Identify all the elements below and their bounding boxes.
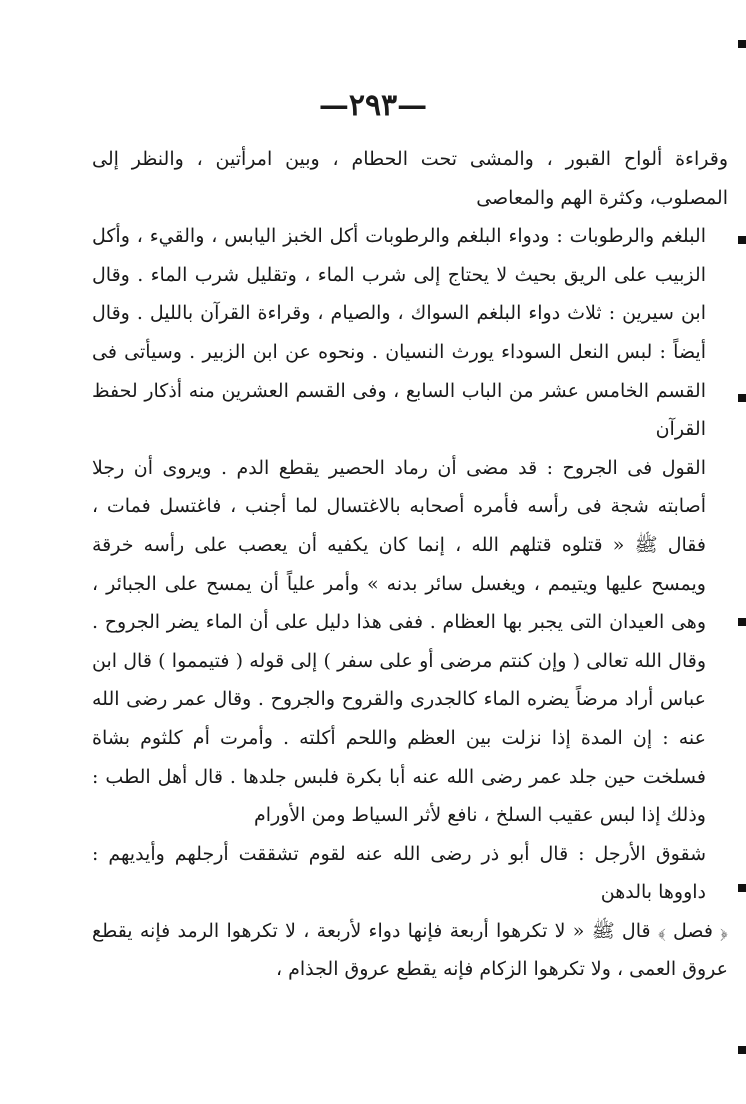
paragraph-phlegm: البلغم والرطوبات : ودواء البلغم والرطوبات أكل الخبز اليابس ، والقيء ، وأكل الزبيب على الريق بحيث لا يحتاج إلى شرب الماء ، وتقليل شرب الماء . وقال ابن سيرين : ثلاث دواء البلغم السواك ، والصيام ، وقراءة القرآن بالليل . وقال أيضاً : لبس النعل السوداء يورث النسيان . ونحوه عن ابن الزبير . وسيأتى فى القسم الخامس عشر من الباب السابع ، وفى القسم العشرين منه أذكار لحفظ القرآن xyxy=(92,225,706,441)
margin-mark xyxy=(738,884,746,892)
paragraph-graves: وقراءة ألواح القبور ، والمشى تحت الحطام ، وبين امرأتين ، والنظر إلى المصلوب، وكثرة الهم والمعاصى xyxy=(92,148,728,209)
margin-mark xyxy=(738,236,746,244)
paragraph-section: ﴿ فصل ﴾ قال ﷺ « لا تكرهوا أربعة فإنها دواء لأربعة ، لا تكرهوا الرمد فإنه يقطع عروق العمى ، ولا تكرهوا الزكام فإنه يقطع عروق الجذام ، xyxy=(92,919,728,981)
margin-mark xyxy=(738,618,746,626)
paragraph-cracked-feet: شقوق الأرجل : قال أبو ذر رضى الله عنه لقوم تشققت أرجلهم وأيديهم : داووها بالدهن xyxy=(92,842,706,904)
margin-mark xyxy=(738,394,746,402)
margin-mark xyxy=(738,40,746,48)
page-number: —٢٩٣— xyxy=(318,88,428,123)
body-text xyxy=(92,140,728,989)
margin-mark xyxy=(738,1046,746,1054)
paragraph-wounds: القول فى الجروح : قد مضى أن رماد الحصير يقطع الدم . ويروى أن رجلا أصابته شجة فى رأسه فأمره أصحابه بالاغتسال لما أجنب ، فاغتسل فمات ، فقال ﷺ « قتلوه قتلهم الله ، إنما كان يكفيه أن يعصب على رأسه خرقة ويمسح عليها ويتيمم ، ويغسل سائر بدنه » وأمر علياً أن يمسح على الجبائر ، وهى العيدان التى يجبر بها العظام . ففى هذا دليل على أن الماء يضر الجروح . وقال الله تعالى ( وإن كنتم مرضى أو على سفر ) إلى قوله ( فتيمموا ) قال ابن عباس أراد مرضاً يضره الماء كالجدرى والقروح والجروح . وقال عمر رضى الله عنه : إن المدة إذا نزلت بين العظم واللحم أكلته . وأمرت أم كلثوم بشاة فسلخت حين جلد عمر رضى الله عنه أبا بكرة فلبس جلدها . قال أهل الطب : وذلك إذا لبس عقيب السلخ ، نافع لأثر السياط ومن الأورام xyxy=(92,456,706,827)
